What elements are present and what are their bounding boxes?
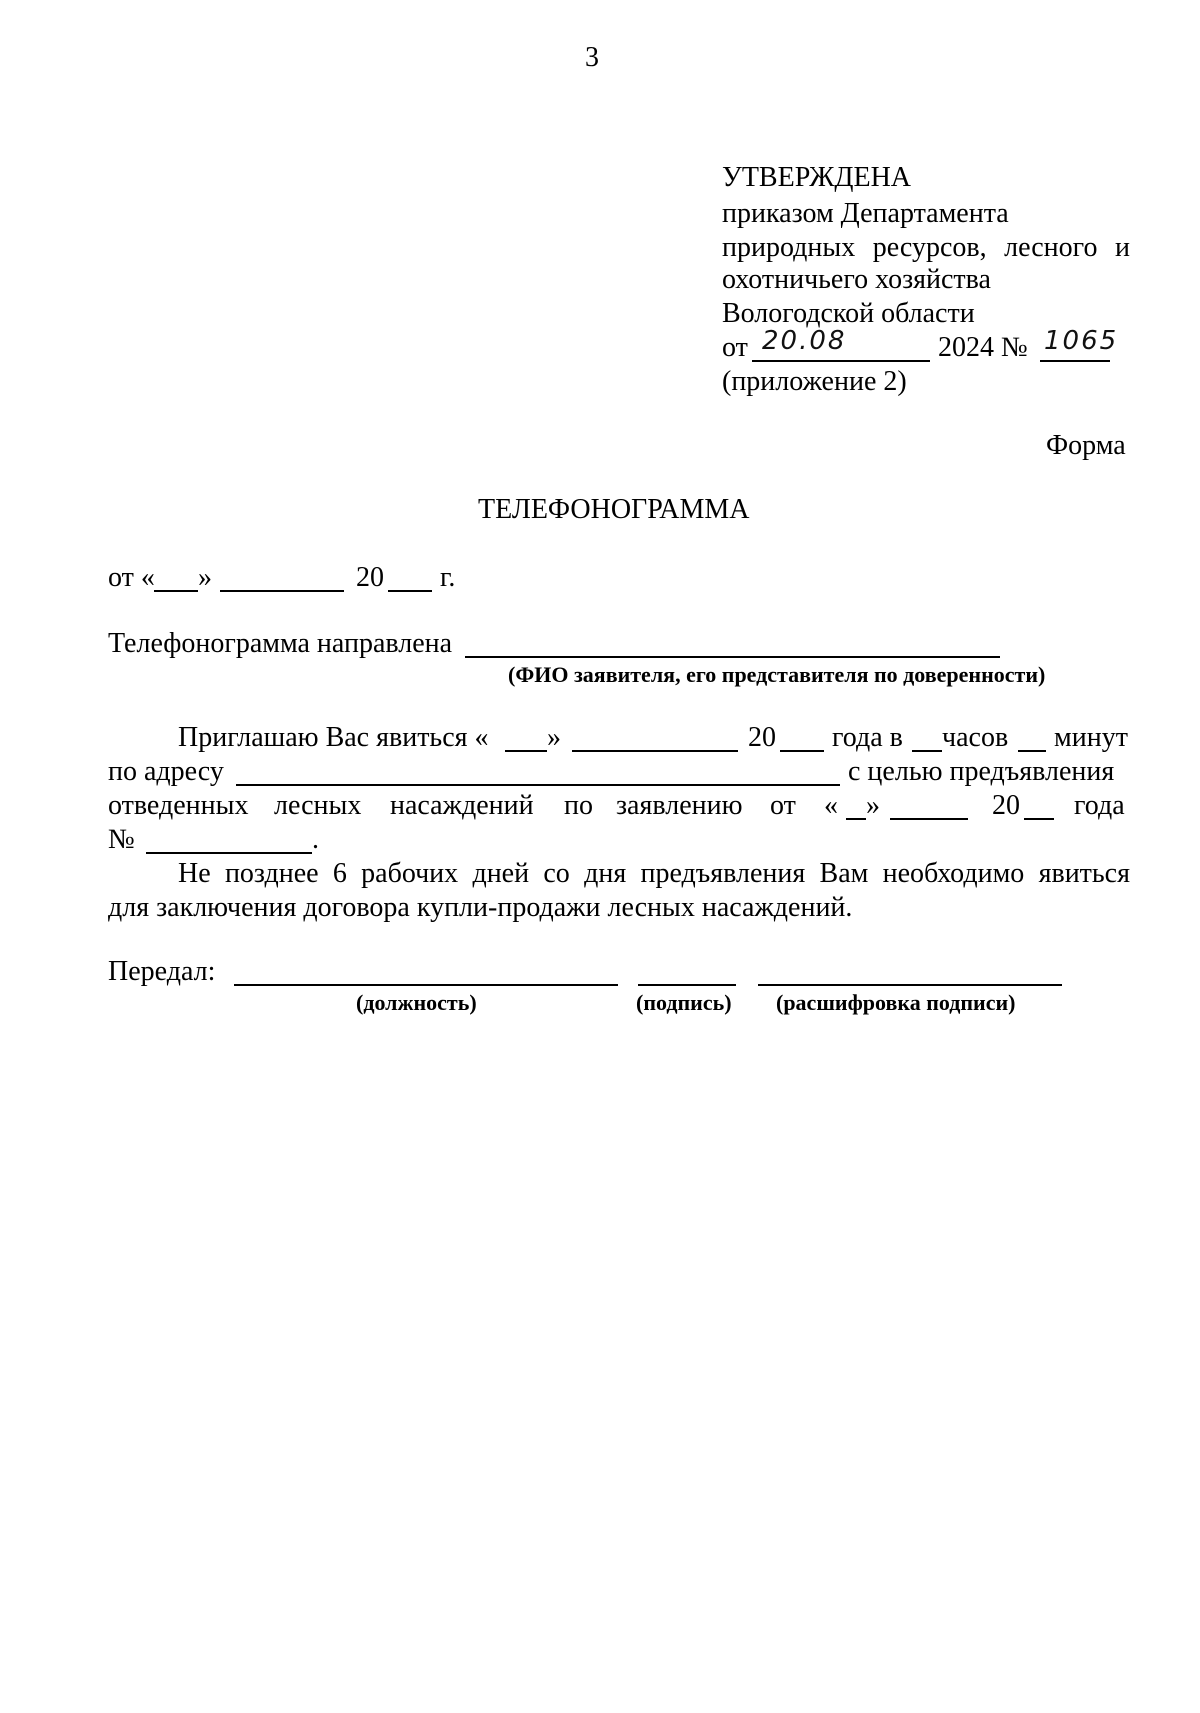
invite-text-5: часов [942,722,1009,753]
signature-decoding-field[interactable] [758,984,1062,986]
application-number-field[interactable] [146,852,312,854]
approval-title: УТВЕРЖДЕНА [722,162,912,193]
number-sign: № [108,824,135,855]
approval-line-4: Вологодской области [722,298,975,329]
approval-number-handwritten: 1065 [1044,326,1119,356]
date-prefix: от « [108,562,155,593]
invite-year-prefix: 20 [748,722,776,753]
invite-text-6: минут [1054,722,1128,753]
signature-field[interactable] [638,984,736,986]
date-month-field[interactable] [220,590,344,592]
line3-word-6: от [770,790,796,821]
approval-line-2: природных ресурсов, лесного и [722,232,1130,263]
invite-hours-field[interactable] [912,750,942,752]
invite-month-field[interactable] [572,750,738,752]
line3-word-2: лесных [274,790,362,821]
line3-word-3: насаждений [390,790,534,821]
date-year-field[interactable] [388,590,432,592]
approval-date-handwritten: 20.08 [762,326,847,356]
approval-line-3: охотничьего хозяйства [722,264,991,295]
application-month-field[interactable] [890,818,968,820]
deadline-line-1: Не позднее 6 рабочих дней со дня предъявления Вам необходимо явиться [178,858,1130,889]
purpose-text: с целью предъявления [848,756,1115,787]
deadline-line-2: для заключения договора купли-продажи лесных насаждений. [108,892,853,923]
date-close-quote: » [198,562,212,593]
invite-day-field[interactable] [505,750,547,752]
number-period: . [312,824,319,855]
application-year-field[interactable] [1024,818,1054,820]
invite-text-1: Приглашаю Вас явиться « [178,722,489,753]
invite-year-field[interactable] [780,750,824,752]
date-suffix: г. [440,562,456,593]
sent-to-field[interactable] [465,656,1000,658]
line3-word-year: года [1074,790,1125,821]
position-caption: (должность) [356,990,477,1015]
signature-caption: (подпись) [636,990,732,1015]
invite-text-2: » [547,722,561,753]
approval-year-number-label: 2024 № [938,332,1028,363]
line3-word-1: отведенных [108,790,249,821]
page-number: 3 [585,42,599,73]
line3-open-quote: « [824,790,838,821]
sent-to-caption: (ФИО заявителя, его представителя по доверенности) [508,662,1046,687]
approval-date-prefix: от [722,332,748,363]
approval-line-1: приказом Департамента [722,198,1009,229]
application-day-field[interactable] [846,818,866,820]
position-field[interactable] [234,984,618,986]
date-year-prefix: 20 [356,562,384,593]
line3-word-5: заявлению [616,790,743,821]
invite-minutes-field[interactable] [1018,750,1046,752]
form-label: Форма [1046,430,1126,461]
sent-to-label: Телефонограмма направлена [108,628,453,659]
address-field[interactable] [236,784,840,786]
approval-appendix: (приложение 2) [722,366,907,397]
document-title: ТЕЛЕФОНОГРАММА [478,494,750,525]
signature-label: Передал: [108,956,216,987]
approval-date-underline [752,360,930,362]
line3-year-prefix: 20 [992,790,1020,821]
date-day-field[interactable] [154,590,198,592]
approval-number-underline [1040,360,1110,362]
invite-text-4: года в [832,722,903,753]
line3-close-quote: » [866,790,880,821]
line3-word-4: по [564,790,593,821]
decoding-caption: (расшифровка подписи) [776,990,1016,1015]
address-label: по адресу [108,756,224,787]
